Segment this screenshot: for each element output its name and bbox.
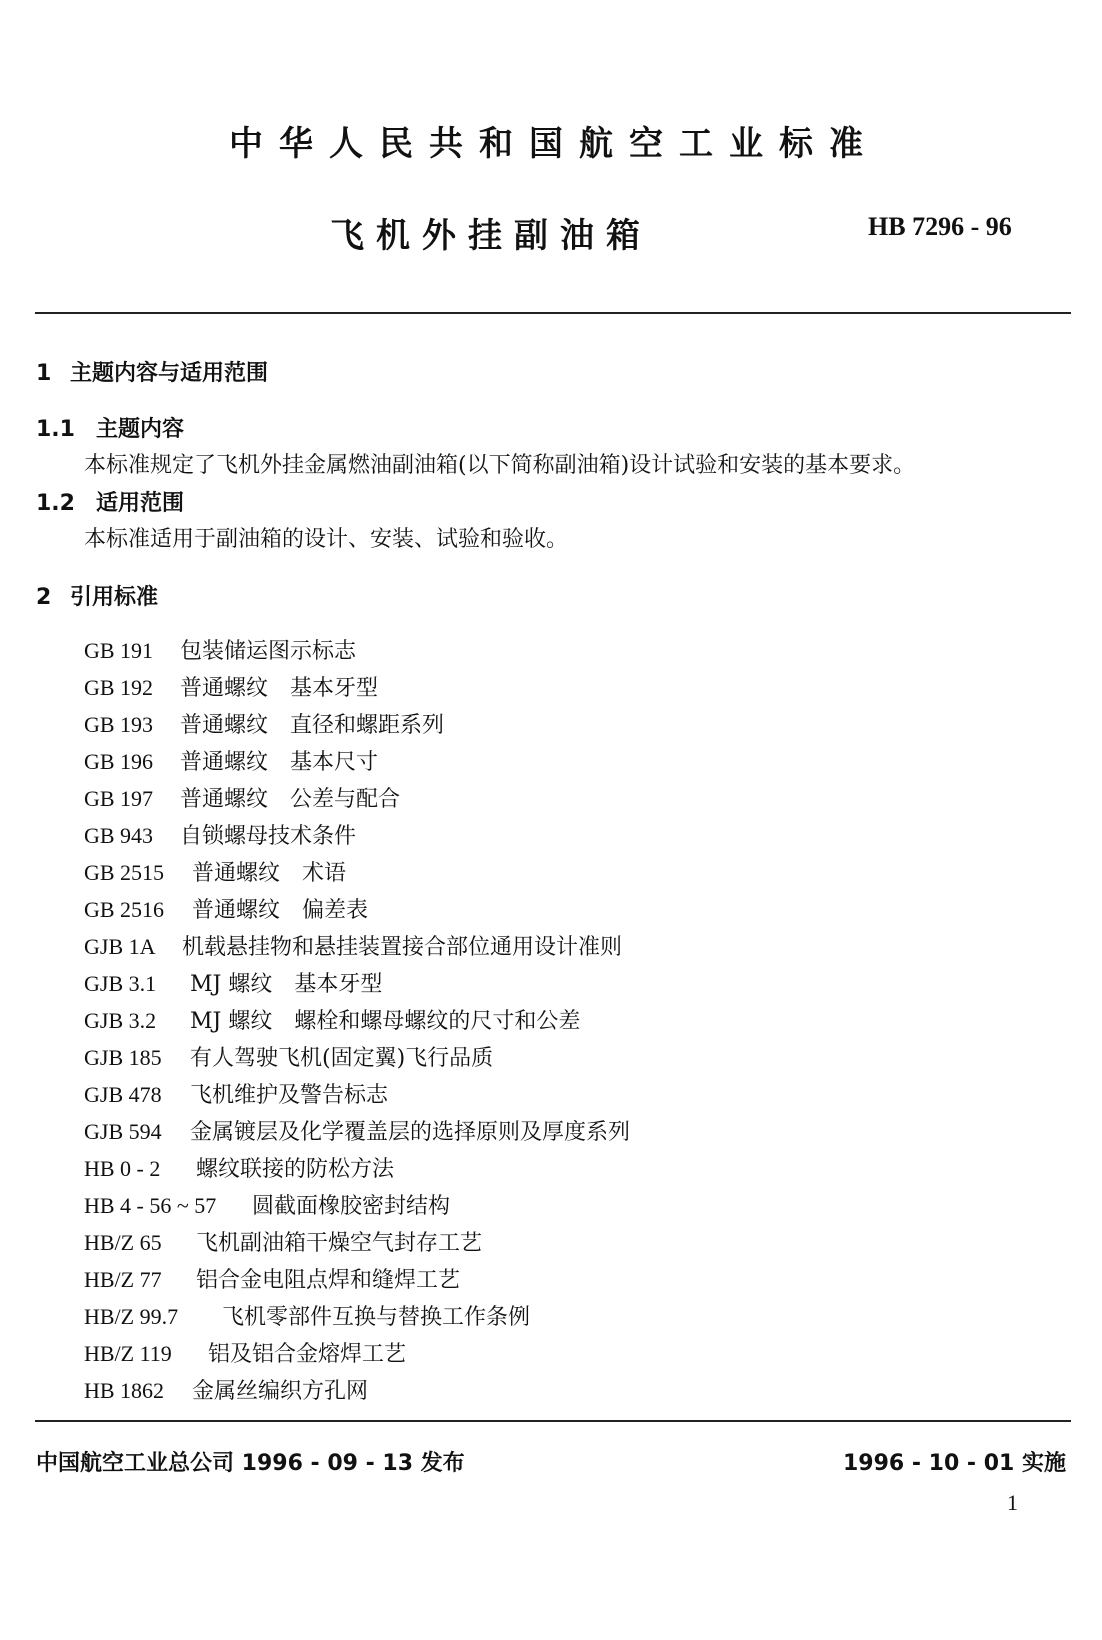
effective-date: 1996 - 10 - 01 实施	[842, 1451, 1066, 1476]
reference-item	[84, 1004, 580, 1035]
reference-title: 机载悬挂物和悬挂装置接合部位通用设计准则	[182, 935, 623, 960]
reference-title: 铝合金电阻点焊和缝焊工艺	[196, 1268, 461, 1293]
reference-code: HB 4 - 56 ~ 57	[84, 1193, 217, 1218]
section-title: 主题内容与适用范围	[70, 361, 269, 386]
reference-item	[84, 1300, 530, 1331]
reference-title: 普通螺纹 公差与配合	[180, 787, 401, 812]
reference-code: HB/Z 77	[84, 1267, 162, 1292]
reference-title: 普通螺纹 偏差表	[192, 898, 369, 923]
reference-title: 铝及铝合金熔焊工艺	[208, 1342, 407, 1367]
reference-item	[84, 893, 368, 924]
reference-item	[84, 1226, 482, 1257]
reference-item	[84, 1189, 450, 1220]
section-title: 适用范围	[96, 491, 185, 516]
reference-title: 圆截面橡胶密封结构	[252, 1194, 451, 1219]
reference-title: 普通螺纹 术语	[192, 861, 347, 886]
reference-code: GJB 3.1	[84, 971, 157, 996]
reference-title: 自锁螺母技术条件	[180, 824, 357, 849]
reference-title: 金属镀层及化学覆盖层的选择原则及厚度系列	[190, 1120, 631, 1145]
reference-item	[84, 1152, 394, 1183]
reference-code: HB/Z 119	[84, 1341, 172, 1366]
reference-title: 普通螺纹 基本牙型	[180, 676, 379, 701]
section-1-1-text: 本标准规定了飞机外挂金属燃油副油箱(以下简称副油箱)设计试验和安装的基本要求。	[84, 453, 916, 478]
section-number: 1.1	[36, 417, 75, 442]
section-1-2-heading	[36, 486, 184, 517]
section-number: 1.2	[36, 491, 75, 516]
reference-item	[84, 819, 356, 850]
reference-title: 金属丝编织方孔网	[192, 1379, 369, 1404]
reference-code: GB 2516	[84, 897, 165, 922]
reference-title: MJ 螺纹 基本牙型	[190, 972, 383, 997]
reference-code: GB 193	[84, 712, 154, 737]
reference-code: GJB 185	[84, 1045, 162, 1070]
issued-date: 中国航空工业总公司 1996 - 09 - 13 发布	[36, 1451, 465, 1476]
reference-code: GB 943	[84, 823, 154, 848]
section-number: 2	[36, 585, 52, 610]
reference-code: HB 1862	[84, 1378, 165, 1403]
reference-title: 普通螺纹 直径和螺距系列	[180, 713, 445, 738]
reference-code: HB/Z 99.7	[84, 1304, 179, 1329]
reference-item	[84, 1041, 493, 1072]
reference-code: GB 191	[84, 638, 154, 663]
reference-item	[84, 745, 378, 776]
reference-code: GB 196	[84, 749, 154, 774]
reference-code: GB 197	[84, 786, 154, 811]
section-1-heading	[36, 356, 268, 387]
reference-item	[84, 1337, 406, 1368]
reference-item	[84, 634, 356, 665]
reference-item	[84, 708, 444, 739]
section-1-1-heading	[36, 412, 184, 443]
reference-title: 飞机零部件互换与替换工作条例	[222, 1305, 531, 1330]
reference-item	[84, 930, 622, 961]
std-number: HB 7296 - 96	[868, 212, 1012, 241]
reference-title: 普通螺纹 基本尺寸	[180, 750, 379, 775]
reference-item	[84, 1374, 368, 1405]
reference-code: HB 0 - 2	[84, 1156, 161, 1181]
reference-title: 有人驾驶飞机(固定翼)飞行品质	[190, 1046, 494, 1071]
org-title: 中华人民共和国航空工业标准	[229, 124, 879, 164]
reference-title: 螺纹联接的防松方法	[196, 1157, 395, 1182]
reference-code: GJB 3.2	[84, 1008, 157, 1033]
reference-title: MJ 螺纹 螺栓和螺母螺纹的尺寸和公差	[190, 1009, 581, 1034]
reference-code: HB/Z 65	[84, 1230, 162, 1255]
reference-item	[84, 1115, 630, 1146]
section-number: 1	[36, 361, 52, 386]
section-1-2-text: 本标准适用于副油箱的设计、安装、试验和验收。	[84, 527, 569, 552]
doc-title: 飞机外挂副油箱	[330, 216, 652, 256]
reference-item	[84, 856, 346, 887]
section-2-heading	[36, 580, 158, 611]
page-number: 1	[1007, 1490, 1018, 1515]
reference-item	[84, 1078, 388, 1109]
footer-divider	[35, 1420, 1071, 1422]
section-title: 引用标准	[70, 585, 159, 610]
section-title: 主题内容	[96, 417, 185, 442]
reference-code: GJB 478	[84, 1082, 162, 1107]
reference-title: 包装储运图示标志	[180, 639, 357, 664]
reference-title: 飞机维护及警告标志	[190, 1083, 389, 1108]
reference-code: GJB 1A	[84, 934, 156, 959]
reference-code: GB 2515	[84, 860, 165, 885]
reference-item	[84, 671, 378, 702]
reference-item	[84, 1263, 460, 1294]
header-divider	[35, 312, 1071, 314]
reference-item	[84, 782, 400, 813]
reference-code: GB 192	[84, 675, 154, 700]
reference-title: 飞机副油箱干燥空气封存工艺	[196, 1231, 483, 1256]
reference-code: GJB 594	[84, 1119, 162, 1144]
reference-item	[84, 967, 382, 998]
